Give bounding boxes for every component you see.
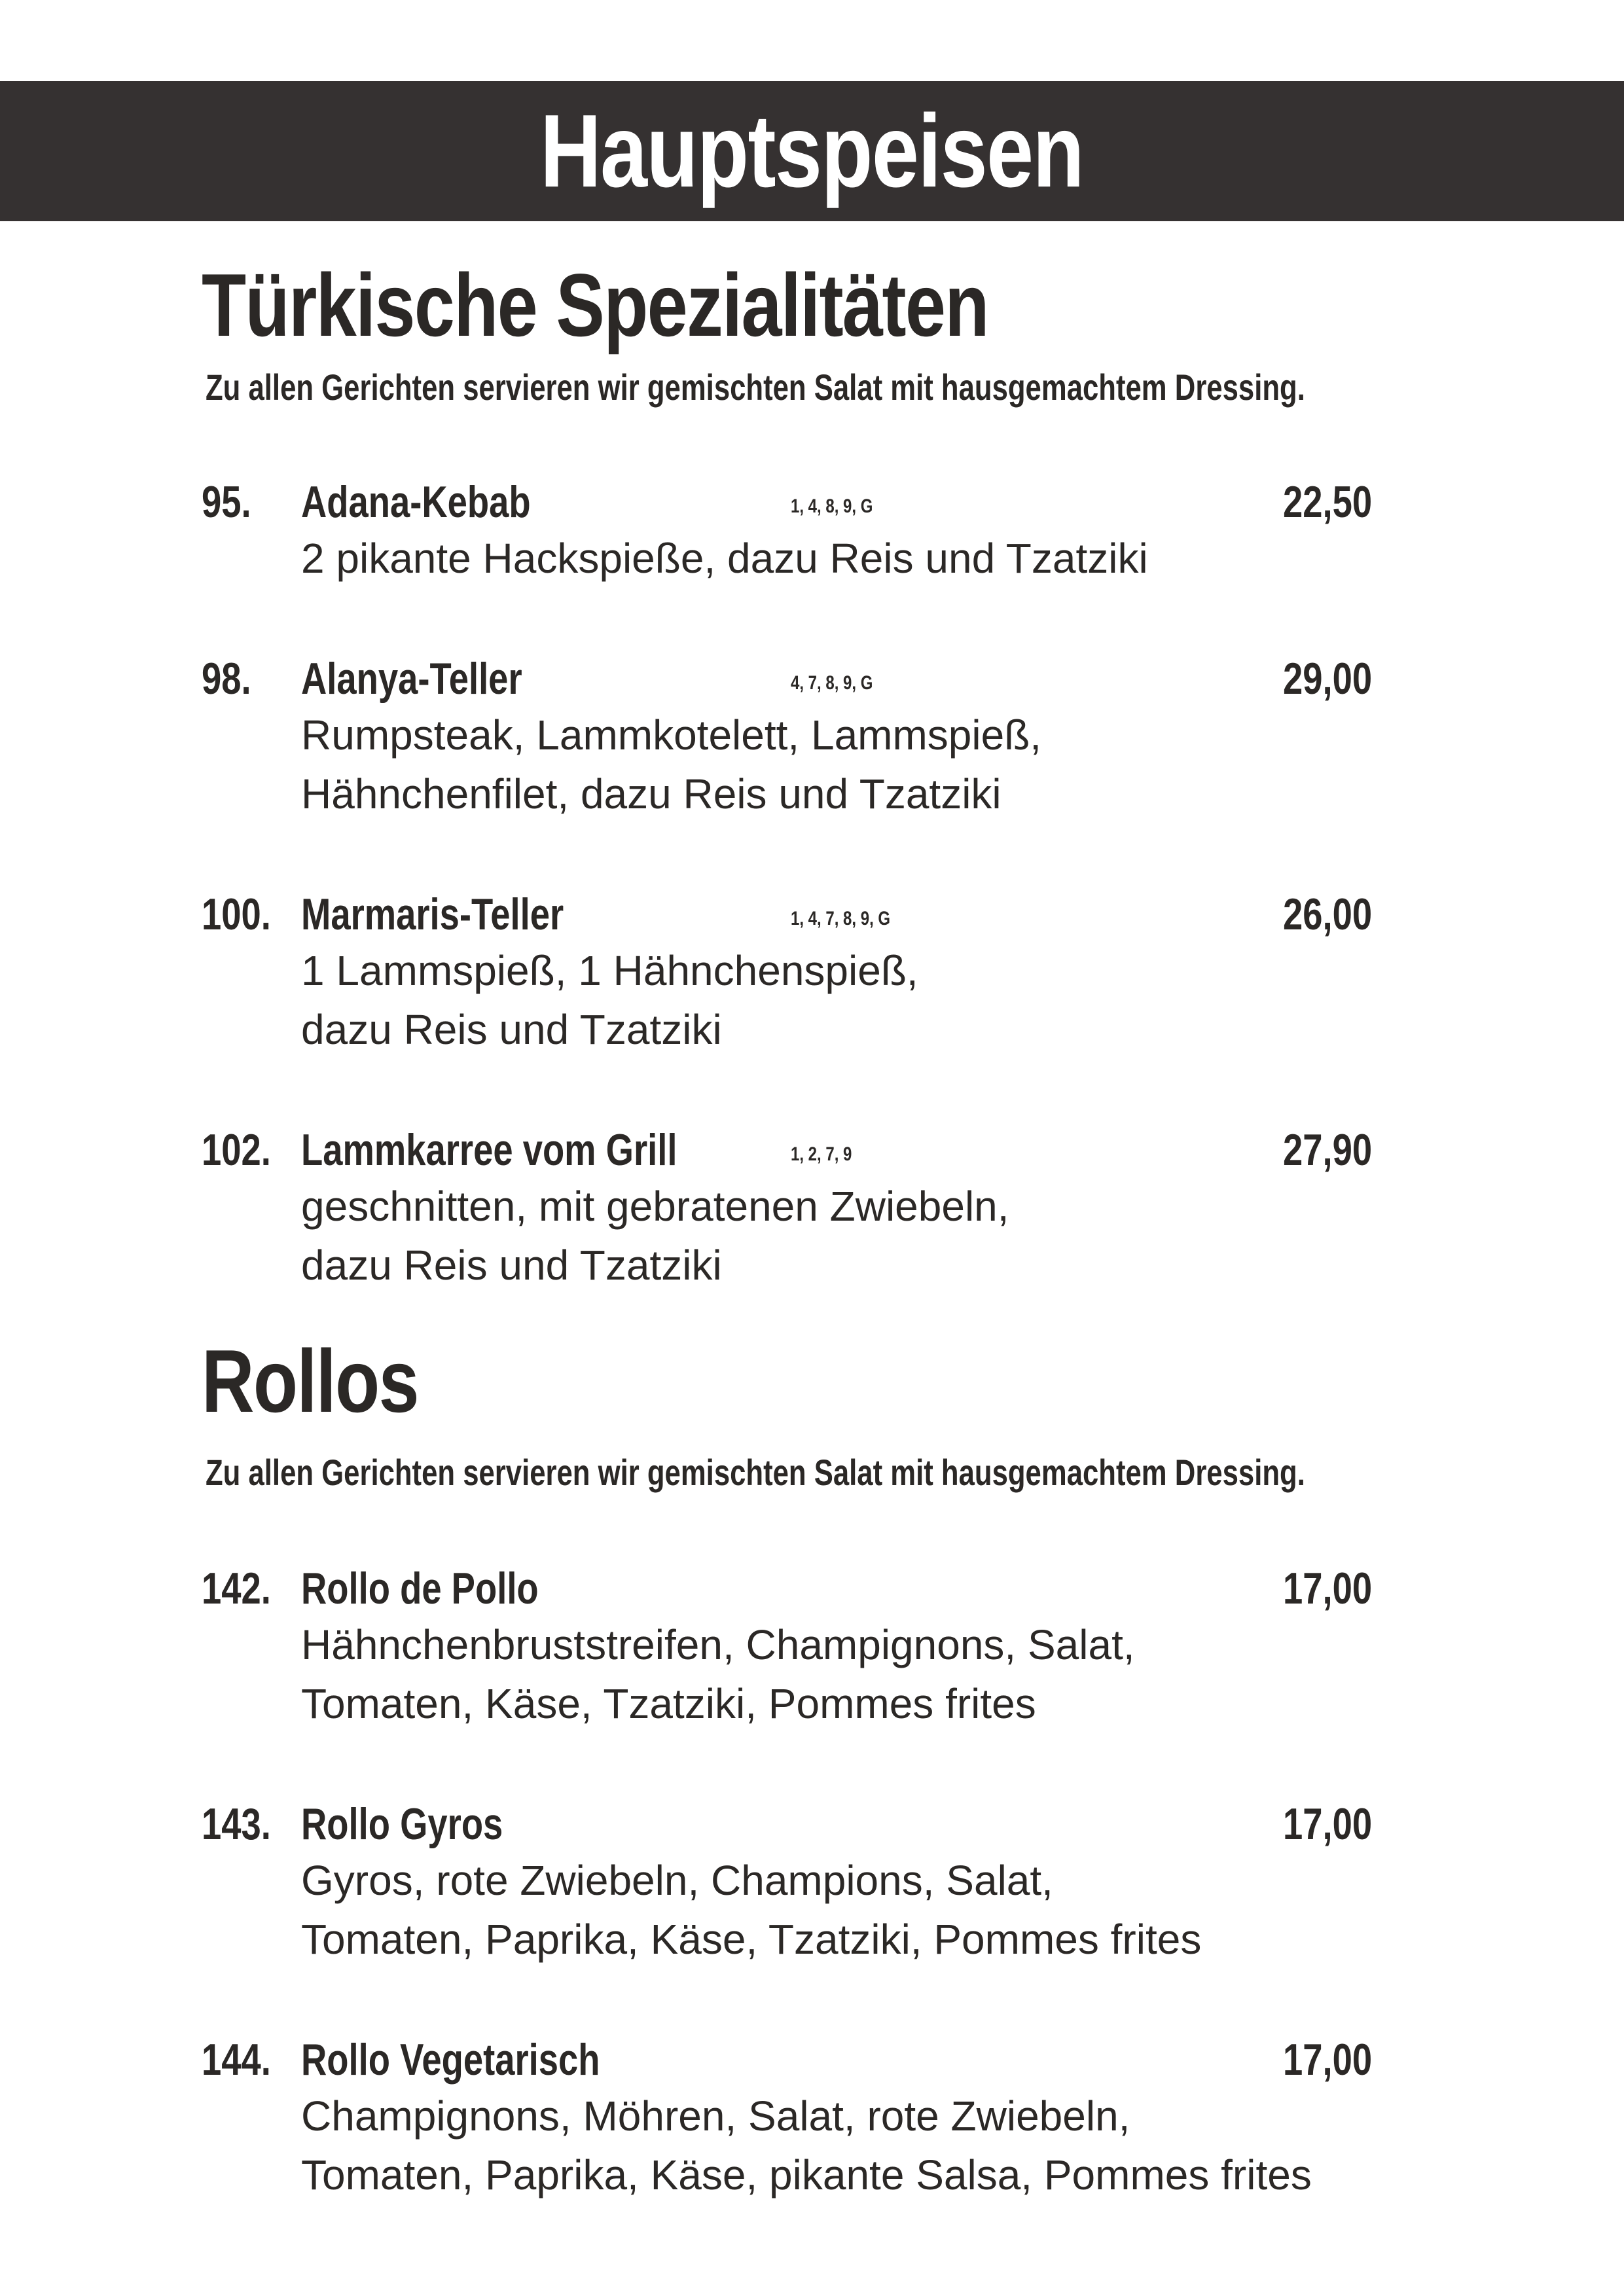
description-line: 1 Lammspieß, 1 Hähnchenspieß, [301,947,918,994]
item-description [301,1615,1445,1733]
menu-item-144 [202,2033,1445,2204]
item-name: Rollo Gyros [301,1799,503,1849]
description-line: Tomaten, Paprika, Käse, pikante Salsa, Pommes frites [301,2151,1312,2198]
page-header-banner [0,81,1624,221]
description-line: Tomaten, Käse, Tzatziki, Pommes frites [301,1680,1036,1727]
item-price: 17,00 [1283,2035,1373,2085]
description-line: geschnitten, mit gebratenen Zwiebeln, [301,1183,1009,1230]
item-name: Adana-Kebab [301,477,531,527]
item-description [301,2087,1445,2204]
item-name: Lammkarree vom Grill [301,1125,677,1175]
item-price: 17,00 [1283,1564,1373,1613]
menu-item-98 [202,652,1445,823]
item-name: Alanya-Teller [301,654,522,704]
item-allergens: 4, 7, 8, 9, G [791,672,873,694]
description-line: dazu Reis und Tzatziki [301,1006,722,1053]
description-line: dazu Reis und Tzatziki [301,1242,722,1289]
section-subtitle: Zu allen Gerichten servieren wir gemischten Salat mit hausgemachtem Dressing. [206,367,1305,408]
item-description [301,941,1445,1059]
section-turkish-specialties [202,255,1445,355]
section-subtitle-block [202,1454,1445,1491]
description-line: Gyros, rote Zwiebeln, Champions, Salat, [301,1857,1053,1904]
item-description [301,1177,1445,1295]
menu-item-95 [202,475,1445,588]
section-subtitle-block [202,369,1445,406]
section-title: Rollos [202,1331,418,1431]
item-price: 27,90 [1283,1125,1373,1175]
item-name: Marmaris-Teller [301,889,564,939]
item-number: 102. [202,1125,271,1175]
item-price: 22,50 [1283,477,1373,527]
item-number: 144. [202,2035,271,2085]
item-number: 143. [202,1799,271,1849]
description-line: Champignons, Möhren, Salat, rote Zwiebeln, [301,2092,1130,2140]
item-description [301,706,1445,823]
description-line: Rumpsteak, Lammkotelett, Lammspieß, [301,711,1042,759]
item-allergens: 1, 4, 7, 8, 9, G [791,908,891,929]
item-allergens: 1, 2, 7, 9 [791,1143,852,1165]
description-line: Tomaten, Paprika, Käse, Tzatziki, Pommes frites [301,1916,1202,1963]
section-subtitle: Zu allen Gerichten servieren wir gemischten Salat mit hausgemachtem Dressing. [206,1452,1305,1493]
menu-item-100 [202,888,1445,1059]
item-number: 100. [202,889,271,939]
description-line: Hähnchenbruststreifen, Champignons, Salat, [301,1621,1135,1668]
menu-item-143 [202,1797,1445,1969]
section-rollos [202,1331,1445,1431]
item-name: Rollo de Pollo [301,1564,539,1613]
item-description [301,1851,1445,1969]
page-title: Hauptspeisen [540,93,1084,209]
item-allergens: 1, 4, 8, 9, G [791,495,873,517]
item-price: 26,00 [1283,889,1373,939]
item-name: Rollo Vegetarisch [301,2035,600,2085]
section-title: Türkische Spezialitäten [202,255,988,355]
menu-item-142 [202,1562,1445,1733]
item-number: 95. [202,477,251,527]
item-price: 29,00 [1283,654,1373,704]
item-description [301,529,1445,588]
item-number: 98. [202,654,251,704]
item-number: 142. [202,1564,271,1613]
item-price: 17,00 [1283,1799,1373,1849]
description-line: 2 pikante Hackspieße, dazu Reis und Tzatziki [301,535,1148,582]
description-line: Hähnchenfilet, dazu Reis und Tzatziki [301,770,1001,817]
menu-item-102 [202,1123,1445,1295]
